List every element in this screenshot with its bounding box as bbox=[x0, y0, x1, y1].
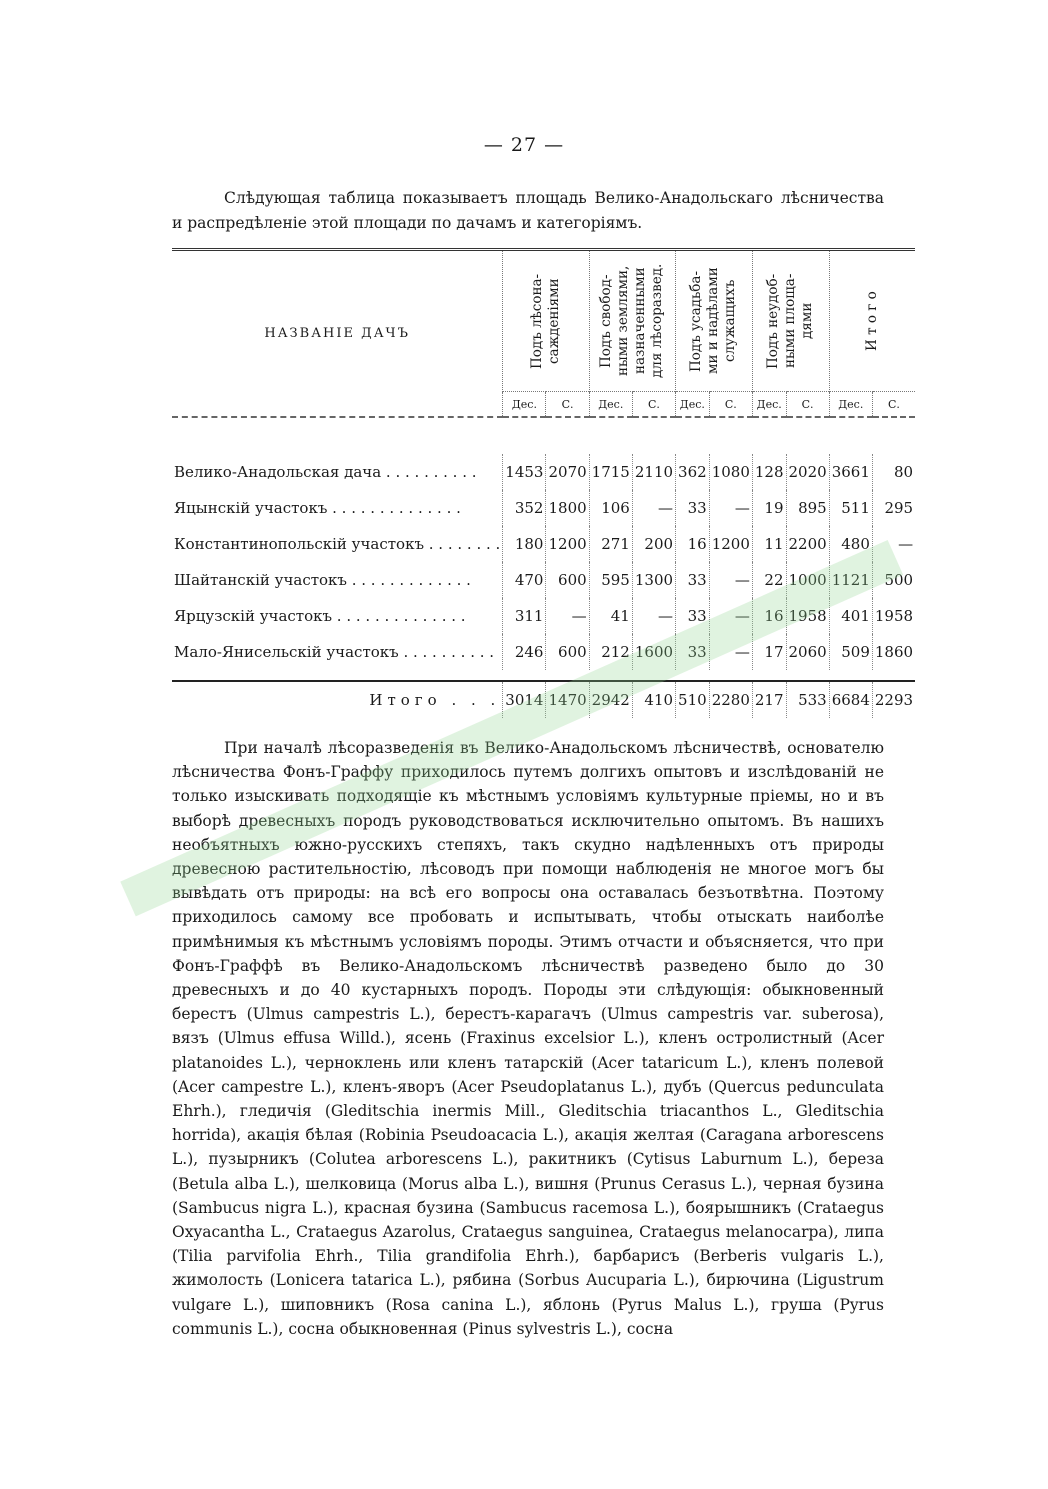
column-header-total bbox=[829, 250, 915, 392]
total-value: 6684 bbox=[829, 681, 872, 718]
cell-value: 33 bbox=[676, 562, 710, 598]
cell-value: 246 bbox=[503, 634, 546, 670]
cell-value: 480 bbox=[829, 526, 872, 562]
unit-label: С. bbox=[872, 392, 915, 418]
row-name: Яцынскій участокъ . . . . . . . . . . . . . . bbox=[174, 499, 461, 517]
column-header-unusable bbox=[752, 250, 829, 392]
cell-value: 1958 bbox=[872, 598, 915, 634]
cell-value: 595 bbox=[589, 562, 632, 598]
cell-value: 41 bbox=[589, 598, 632, 634]
table-row bbox=[172, 634, 915, 670]
cell-value: 600 bbox=[546, 562, 589, 598]
cell-value: 11 bbox=[752, 526, 786, 562]
column-header-label: Подъ лѣсона- сажденіями bbox=[528, 273, 562, 369]
table-total-row bbox=[172, 681, 915, 718]
cell-value: 33 bbox=[676, 634, 710, 670]
page-number: — 27 — bbox=[483, 134, 565, 156]
row-name: Велико-Анадольская дача . . . . . . . . . . bbox=[174, 463, 477, 481]
total-value: 410 bbox=[632, 681, 675, 718]
row-name: Шайтанскій участокъ . . . . . . . . . . . . . bbox=[174, 571, 471, 589]
cell-value: 1080 bbox=[709, 454, 752, 490]
cell-value: 22 bbox=[752, 562, 786, 598]
cell-value: — bbox=[632, 490, 675, 526]
cell-value: 212 bbox=[589, 634, 632, 670]
row-name: Ярцузскій участокъ . . . . . . . . . . . . . . bbox=[174, 607, 466, 625]
unit-label: С. bbox=[632, 392, 675, 418]
total-value: 2942 bbox=[589, 681, 632, 718]
cell-value: — bbox=[632, 598, 675, 634]
cell-value: — bbox=[546, 598, 589, 634]
cell-value: 271 bbox=[589, 526, 632, 562]
body-paragraph: При началѣ лѣсоразведенія въ Велико-Анадольскомъ лѣсничествѣ, основателю лѣсничества Фонъ-Граффу приходилось путемъ долгихъ опытовъ и изслѣдованій не только изыскивать подходящіе къ мѣстнымъ условіямъ культурные пріемы, но и въ выборѣ древесныхъ породъ руководствоваться исключительно опытомъ. Въ нашихъ необъятныхъ южно-русскихъ степяхъ, такъ скудно надѣленныхъ отъ природы древесною растительностію, лѣсоводъ при помощи наблюденія не многое могъ бы вывѣдать отъ природы: на всѣ его вопросы она оставалась безъотвѣтна. Поэтому приходилось самому все пробовать и испытывать, чтобы отыскать наиболѣе примѣнимыя къ мѣстнымъ условіямъ породы. Этимъ отчасти и объясняется, что при Фонъ-Граффѣ въ Велико-Анадольскомъ лѣсничествѣ разведено было до 30 древесныхъ и до 40 кустарныхъ породъ. Породы эти слѣдующія: обыкновенный берестъ (Ulmus campestris L.), берестъ-карагачъ (Ulmus campestris var. suberosa), вязъ (Ulmus effusa Willd.), ясень (Fraxinus excelsior L.), кленъ остролистный (Acer platanoides L.), черноклень или кленъ татарскій (Acer tataricum L.), кленъ полевой (Acer campestre L.), кленъ-яворъ (Acer Pseudoplatanus L.), дубъ (Quercus pedunculata Ehrh.), гледичія (Gleditschia inermis Mill., Gleditschia triacanthos L., Gleditschia horrida), акація бѣлая (Robinia Pseudoacacia L.), акація желтая (Caragana arborescens L.), пузырникъ (Colutea arborescens L.), ракитникъ (Cytisus Laburnum L.), береза (Betula alba L.), шелковица (Morus alba L.), вишня (Prunus Cerasus L.), черная бузина (Sambucus nigra L.), красная бузина (Sambucus racemosa L.), боярышникъ (Crataegus Oxyacantha L., Crataegus Azarolus, Crataegus sanguinea, Crataegus melanocarpa), липа (Tilia parvifolia Ehrh., Tilia grandifolia Ehrh.), барбарисъ (Berberis vulgaris L.), жимолость (Lonicera tatarica L.), рябина (Sorbus Aucuparia L.), бирючина (Ligustrum vulgare L.), шиповникъ (Rosa canina L.), яблонь (Pyrus Malus L.), груша (Pyrus communis L.), сосна обыкновенная (Pinus sylvestris L.), сосна bbox=[172, 739, 884, 1338]
unit-label: Дес. bbox=[589, 392, 632, 418]
cell-value: 509 bbox=[829, 634, 872, 670]
cell-value: 1860 bbox=[872, 634, 915, 670]
cell-value: 16 bbox=[752, 598, 786, 634]
total-value: 510 bbox=[676, 681, 710, 718]
cell-value: 895 bbox=[786, 490, 829, 526]
cell-value: 1200 bbox=[709, 526, 752, 562]
table-row bbox=[172, 526, 915, 562]
cell-value: 17 bbox=[752, 634, 786, 670]
cell-value: 106 bbox=[589, 490, 632, 526]
unit-label: Дес. bbox=[503, 392, 546, 418]
cell-value: 1200 bbox=[546, 526, 589, 562]
cell-value: 16 bbox=[676, 526, 710, 562]
cell-value: 2200 bbox=[786, 526, 829, 562]
cell-value: 500 bbox=[872, 562, 915, 598]
cell-value: 401 bbox=[829, 598, 872, 634]
cell-value: 200 bbox=[632, 526, 675, 562]
table-header-row bbox=[172, 250, 915, 392]
total-value: 1470 bbox=[546, 681, 589, 718]
cell-value: 80 bbox=[872, 454, 915, 490]
table-row bbox=[172, 490, 915, 526]
unit-label: С. bbox=[709, 392, 752, 418]
column-header-label: Подъ свобод- ными землями, назначенными для лѣсоразвед. bbox=[598, 263, 666, 379]
cell-value: — bbox=[709, 490, 752, 526]
cell-value: 1715 bbox=[589, 454, 632, 490]
total-label: Итого . . . bbox=[369, 691, 501, 709]
cell-value: 352 bbox=[503, 490, 546, 526]
column-header-label: Подъ неудоб- ными площа- дями bbox=[765, 273, 816, 369]
unit-label: Дес. bbox=[829, 392, 872, 418]
cell-value: — bbox=[709, 598, 752, 634]
cell-value: 3661 bbox=[829, 454, 872, 490]
total-value: 2280 bbox=[709, 681, 752, 718]
cell-value: 1958 bbox=[786, 598, 829, 634]
column-header-name: НАЗВАНІЕ ДАЧЪ bbox=[172, 250, 503, 418]
cell-value: 180 bbox=[503, 526, 546, 562]
cell-value: 19 bbox=[752, 490, 786, 526]
intro-paragraph: Слѣдующая таблица показываетъ площадь Велико-Анадольскаго лѣсничества и распредѣленіе этой площади по дачамъ и категоріямъ. bbox=[172, 189, 884, 232]
cell-value: — bbox=[709, 634, 752, 670]
area-table bbox=[172, 248, 915, 718]
table-row bbox=[172, 562, 915, 598]
table-row bbox=[172, 598, 915, 634]
cell-value: 33 bbox=[676, 490, 710, 526]
column-header-estates bbox=[676, 250, 753, 392]
cell-value: 1000 bbox=[786, 562, 829, 598]
cell-value: 1600 bbox=[632, 634, 675, 670]
cell-value: 2110 bbox=[632, 454, 675, 490]
cell-value: 1300 bbox=[632, 562, 675, 598]
unit-label: Дес. bbox=[676, 392, 710, 418]
unit-label: С. bbox=[546, 392, 589, 418]
cell-value: 2070 bbox=[546, 454, 589, 490]
cell-value: 1453 bbox=[503, 454, 546, 490]
total-value: 533 bbox=[786, 681, 829, 718]
cell-value: — bbox=[872, 526, 915, 562]
unit-label: С. bbox=[786, 392, 829, 418]
column-header-label: И т о г о bbox=[863, 291, 880, 351]
cell-value: 1800 bbox=[546, 490, 589, 526]
cell-value: 600 bbox=[546, 634, 589, 670]
row-name: Мало-Янисельскій участокъ . . . . . . . . . . bbox=[174, 643, 495, 661]
cell-value: 2060 bbox=[786, 634, 829, 670]
cell-value: 33 bbox=[676, 598, 710, 634]
column-header-free-land bbox=[589, 250, 675, 392]
column-header-label: Подъ усадьба- ми и надѣлами служащихъ bbox=[688, 267, 739, 375]
cell-value: 511 bbox=[829, 490, 872, 526]
unit-label: Дес. bbox=[752, 392, 786, 418]
table-row bbox=[172, 454, 915, 490]
cell-value: 2020 bbox=[786, 454, 829, 490]
row-name: Константинопольскій участокъ . . . . . . . . bbox=[174, 535, 501, 553]
cell-value: — bbox=[709, 562, 752, 598]
total-value: 217 bbox=[752, 681, 786, 718]
cell-value: 295 bbox=[872, 490, 915, 526]
total-value: 3014 bbox=[503, 681, 546, 718]
cell-value: 128 bbox=[752, 454, 786, 490]
cell-value: 362 bbox=[676, 454, 710, 490]
column-header-forested bbox=[503, 250, 589, 392]
total-value: 2293 bbox=[872, 681, 915, 718]
cell-value: 311 bbox=[503, 598, 546, 634]
cell-value: 1121 bbox=[829, 562, 872, 598]
cell-value: 470 bbox=[503, 562, 546, 598]
